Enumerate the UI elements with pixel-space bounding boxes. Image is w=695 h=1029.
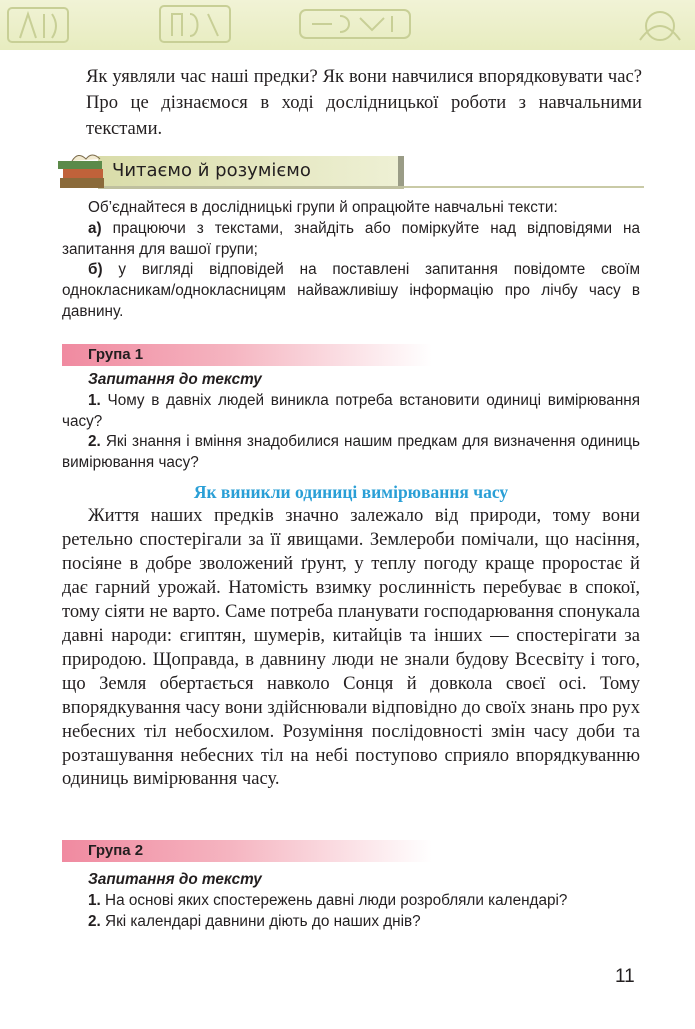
books-icon: [54, 152, 112, 192]
intro-paragraph: Як уявляли час наші предки? Як вони навчилися впорядковувати час? Про це дізнаємося в ході дослідницької роботи з навчальними текстами.: [86, 66, 642, 139]
task-item-b-text: у вигляді відповідей на поставлені запитання повідомте своїм однокласникам/однокласницям найважливішу інформацію про лічбу часу в давнину.: [62, 261, 641, 320]
task-item-a-label: а): [88, 219, 102, 237]
group-2-label: Група 2: [88, 842, 144, 859]
group-1-question-2-number: 2.: [88, 433, 101, 451]
group-1-questions: [62, 370, 640, 474]
task-intro: Об’єднайтеся в дослідницькі групи й опрацюйте навчальні тексти:: [88, 199, 558, 216]
group-1-question-1-text: Чому в давніх людей виникла потреба встановити одиниці вимірювання часу?: [62, 391, 640, 430]
group-1-question-2: [62, 432, 640, 474]
section-header-rule: [404, 186, 644, 188]
group-1-questions-title: Запитання до тексту: [88, 371, 262, 388]
group-2-question-2-text: Які календарі давнини діють до наших днів?: [105, 912, 421, 930]
article-text: Життя наших предків значно залежало від природи, тому вони ретельно спостерігали за її явищами. Землероби помічали, що насіння, посіяне в добре зволожений ґрунт, у теплу погоду краще проростає й дає гарний урожай. Натомість взимку рослинність перебуває в спокої, тому сіяти не варто. Саме потреба планувати господарювання спонукала давні народи: єгиптян, шумерів, китайців та інших — спостерігати за природою. Щоправда, в давнину люди не знали будову Всесвіту і того, що Земля обертається навколо Сонця й довкола своєї осі. Тому впорядкування часу вони здійснювали відповідно до своїх знань про рух небесних тіл небосхилом. Розуміння послідовності змін часу доби та розташування небесних тіл на небі поступово сприяло впорядкуванню одиниць вимірювання часу.: [62, 505, 640, 790]
task-item-b-label: б): [88, 261, 103, 279]
group-2-question-1: [62, 891, 640, 912]
group-2-question-2: [62, 912, 640, 933]
task-item-b: [62, 260, 640, 322]
group-2-question-1-text: На основі яких спостережень давні люди розробляли календарі?: [105, 891, 568, 909]
group-1-question-1: [62, 391, 640, 433]
group-2-question-1-number: 1.: [88, 891, 101, 909]
hieroglyph-decoration-icon: [0, 0, 695, 50]
group-2-questions: [62, 870, 640, 932]
group-2-question-2-number: 2.: [88, 912, 101, 930]
group-1-question-1-number: 1.: [88, 391, 101, 409]
group-1-label: Група 1: [88, 346, 144, 363]
group-2-header: [62, 840, 432, 862]
section-title: Читаємо й розуміємо: [112, 160, 311, 181]
section-header: [54, 152, 644, 192]
group-1-question-2-text: Які знання і вміння знадобилися нашим предкам для визначення одиниць вимірювання часу?: [62, 433, 641, 472]
article-title: Як виникли одиниці вимірювання часу: [193, 482, 509, 502]
page-number: 11: [615, 966, 635, 987]
task-item-a-text: працюючи з текстами, знайдіть або поміркуйте над відповідями на запитання для вашої групи;: [62, 219, 641, 258]
group-1-header: [62, 344, 432, 366]
task-instructions: [62, 198, 640, 323]
decorative-header-banner: [0, 0, 695, 50]
task-item-a: [62, 219, 640, 261]
group-2-questions-title: Запитання до тексту: [88, 871, 262, 888]
